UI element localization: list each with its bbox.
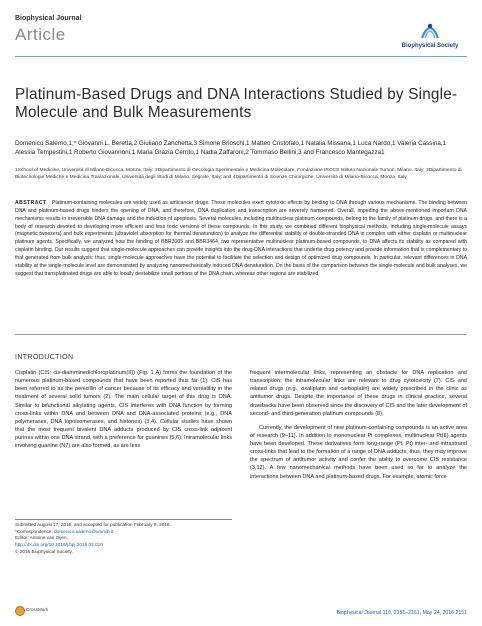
biophysical-society-logo [392,16,468,52]
footnotes [15,522,232,556]
copyright-note: © 2016 Biophysical Society. [15,548,73,554]
body-paragraph: Cisplatin (CIS; cis-diamminedichloroplatinum(II)) (Fig. 1 A) forms the foundation of the numerous platinum-based compounds that have been reported thus far (1). CIS has been referred to as the penicillin of cancer because of its efficacy and versatility in the treatment of several solid tumors (2). The main cellular target of this drug is DNA. Similar to bifunctional alkylating agents, CIS interferes with DNA function by forming cross-links within DNA and between DNA and DNA-associated proteins (e.g., DNA polymerases, DNA topoisomerases, and histones) (3,4). Cellular studies have shown that the most frequent bivalent DNA adducts produced by CIS cross-link adjacent purines within one DNA strand, with a preference for guanines (5,6). Intramolecular links involving guanine (N7) are also formed, as are less [15,370,232,450]
submission-dates: Submitted August 17, 2015, and accepted for publication February 9, 2016. [15,522,171,527]
correspondence [15,529,232,536]
society-emblem-icon [392,16,468,44]
abstract [15,200,467,278]
article-type-label: Article [15,25,66,44]
journal-name: Biophysical Journal [15,15,82,22]
doi-link[interactable]: http://dx.doi.org/10.1016/j.bpj.2016.02.010 [15,542,103,548]
crossmark-icon [15,606,25,616]
section-heading-introduction: INTRODUCTION [15,354,74,361]
body-column-right [250,369,467,487]
crossmark-badge[interactable] [15,606,49,615]
running-footer: Biophysical Journal 110, 2151–2161, May 24, 2016 2151 [336,610,467,616]
abstract-text: Platinum-containing molecules are widely used as anticancer drugs. These molecules exert cytotoxic effects by binding to DNA through various mechanisms. The binding between DNA and platinum-based drugs hinders the opening of DNA, and therefore, DNA duplication and transcription are severely hampered. Overall, impeding the above-mentioned important DNA mechanisms results in irreversible DNA damage and the induction of apoptosis. Several molecules, including multinuclear platinum compounds, belong to the family of platinum drugs, and there is a body of research devoted to developing more efficient and less toxic versions of these compounds. In this study, we combined different biophysical methods, including single-molecule assays (magnetic tweezers) and bulk experiments (ultraviolet absorption for thermal denaturation) to analyze the differential stability of double-stranded DNA in complex with either cisplatin or multinuclear platinum agents. Specifically, we analyzed how the binding of BBR3005 and BBR3464, two representative multinuclear platinum-based compounds, to DNA affects its stability as compared with cisplatin binding. Our results suggest that single-molecule approaches can provide insights into the drug-DNA interactions that underlie drug potency and provide information that is complementary to that generated from bulk analysis; thus, single-molecule approaches have the potential to facilitate the selection and design of optimized drug compounds. In particular, relevant differences in DNA stability at the single-molecule level are demonstrated by analyzing nanomechanically induced DNA denaturation. On the basis of the comparison between the single-molecule and bulk analyses, we suggest that transplatinated drugs are able to locally destabilize small portions of the DNA chain, whereas other regions are stabilized. [15,200,467,277]
correspondence-label: *Correspondence: [15,528,53,534]
footnote-divider [15,519,232,520]
abstract-label: ABSTRACT [15,200,47,206]
editor-note: Editor: Antoine van Oijen. [15,535,68,541]
society-logo-text: Biophysical Society [401,43,459,49]
crossmark-label: CrossMark [26,607,49,612]
article-title: Platinum-Based Drugs and DNA Interactions Studied by Single-Molecule and Bulk Measurements [15,86,458,121]
body-paragraph: frequent intermolecular links, representing an obstacle for DNA replication and transcription; the intramolecular links are relevant to drug cytotoxicity (7). CIS and related drugs (e.g., oxaliplatin and carboplatin) are widely prescribed in the clinic as antitumor drugs. Despite the importance of these drugs in clinical practice, several drawbacks have been observed since the discovery of CIS and the later development of second- and third-generation platinum compounds (8). [250,370,467,417]
body-column-left [15,369,232,456]
header-divider [15,56,467,57]
correspondence-email-link[interactable]: domenico.salerno@unimib.it [54,528,114,534]
affiliations: 1School of Medicine, Università di Milano-Bicocca, Monza, Italy; 2Dipartimento di Oncologia Sperimentale e Medicina Molecolare, Fondazione IRCCS Istituto Nazionale Tumori, Milano, Italy; 3Dipartimento di Biotecnologie Mediche e Medicina Traslazionale, Università degli Studi di Milano, Segrate, Italy; and 4Dipartimento di Scienze Chirurgiche, Università di Milano-Bicocca, Monza, Italy [15,168,462,180]
abstract-divider [15,334,467,335]
body-paragraph: Currently, the development of new platinum-containing compounds is an active area of research (9–11). In addition to mononuclear Pt complexes, multinuclear Pt(II) agents have been developed. These derivatives form long-range (Pt, Pt) inter- and intrastrand cross-links that lead to the formation of a range of DNA adducts; thus, they may improve the spectrum of antitumor activity and confer the ability to overcome CIS resistance (3,12). A few nanomechanical methods have been used so far to analyze the interactions between DNA and platinum-based drugs. For example, atomic force [250,424,467,480]
author-list: Domenico Salerno,1,* Giovanni L. Beretta,2 Giuliano Zanchetta,3 Simone Brioschi,1 Matteo Cristofalo,1 Natalia Missana,1 Luca Nardo,1 Valeria Cassina,1 Alessia Tempestini,1 Roberto Giovannoni,1 Maria Grazia Cerrito,1 Nadia Zaffaroni,2 Tommaso Bellini,3 and Francesco Mantegazza1 [15,140,447,156]
